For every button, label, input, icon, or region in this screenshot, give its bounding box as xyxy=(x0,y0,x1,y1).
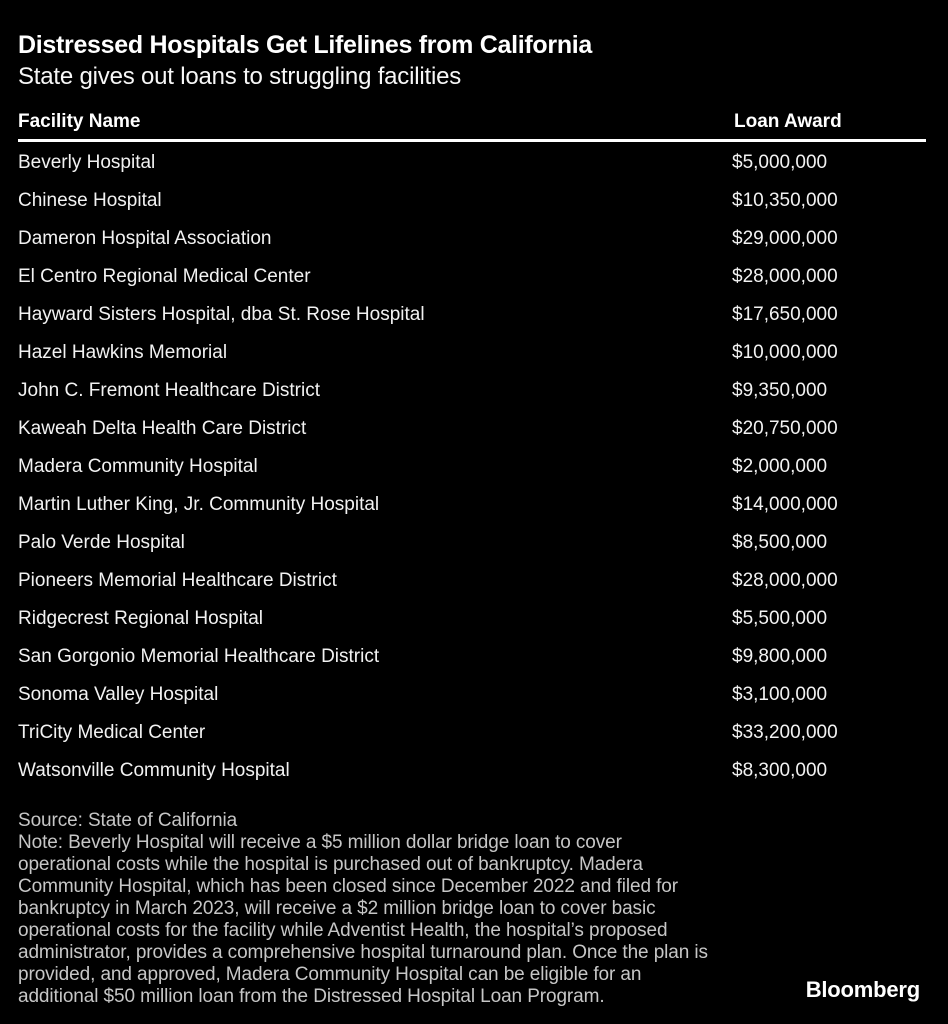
facility-name-cell: Chinese Hospital xyxy=(18,190,162,211)
table-row xyxy=(18,258,930,296)
footer xyxy=(18,810,930,1008)
loan-award-cell: $5,500,000 xyxy=(732,608,828,629)
facility-name-cell: Beverly Hospital xyxy=(18,152,156,173)
loan-award-cell: $5,000,000 xyxy=(732,152,828,173)
loan-award-cell: $29,000,000 xyxy=(732,228,838,249)
loan-award-cell: $2,000,000 xyxy=(732,456,828,477)
facility-name-cell: Martin Luther King, Jr. Community Hospital xyxy=(18,494,380,515)
note-line: provided, and approved, Madera Community Hospital can be eligible for an xyxy=(18,964,642,985)
table-row xyxy=(18,372,930,410)
facility-name-cell: San Gorgonio Memorial Healthcare District xyxy=(18,646,380,667)
facility-name-cell: Kaweah Delta Health Care District xyxy=(18,418,307,439)
page-subtitle: State gives out loans to struggling facilities xyxy=(18,63,462,90)
facility-name-cell: Madera Community Hospital xyxy=(18,456,258,477)
loan-award-cell: $8,300,000 xyxy=(732,760,828,781)
loan-award-cell: $14,000,000 xyxy=(732,494,838,515)
table-row xyxy=(18,752,930,790)
facility-name-cell: Sonoma Valley Hospital xyxy=(18,684,219,705)
note-text xyxy=(18,832,930,1008)
loan-award-cell: $3,100,000 xyxy=(732,684,828,705)
loan-award-cell: $10,000,000 xyxy=(732,342,838,363)
facility-name-cell: Hayward Sisters Hospital, dba St. Rose Hospital xyxy=(18,304,425,325)
note-line: operational costs while the hospital is purchased out of bankruptcy. Madera xyxy=(18,854,643,875)
loan-award-cell: $28,000,000 xyxy=(732,570,838,591)
facility-name-cell: Pioneers Memorial Healthcare District xyxy=(18,570,337,591)
table-row xyxy=(18,448,930,486)
facility-name-cell: Dameron Hospital Association xyxy=(18,228,272,249)
note-line: administrator, provides a comprehensive hospital turnaround plan. Once the plan is xyxy=(18,942,708,963)
facility-name-cell: El Centro Regional Medical Center xyxy=(18,266,311,287)
bloomberg-logo: Bloomberg xyxy=(805,977,920,1002)
loan-award-cell: $9,800,000 xyxy=(732,646,828,667)
table-row xyxy=(18,334,930,372)
column-header-row xyxy=(18,110,930,134)
facility-name-cell: Ridgecrest Regional Hospital xyxy=(18,608,264,629)
table-row xyxy=(18,296,930,334)
note-line: Community Hospital, which has been closed since December 2022 and filed for xyxy=(18,876,678,897)
table-row xyxy=(18,524,930,562)
column-header-loan: Loan Award xyxy=(734,111,842,132)
column-header-facility: Facility Name xyxy=(18,111,141,132)
loan-award-cell: $8,500,000 xyxy=(732,532,828,553)
source-line: Source: State of California xyxy=(18,810,238,831)
facility-name-cell: Hazel Hawkins Memorial xyxy=(18,342,228,363)
table-row xyxy=(18,182,930,220)
facility-name-cell: TriCity Medical Center xyxy=(18,722,206,743)
facility-name-cell: John C. Fremont Healthcare District xyxy=(18,380,320,401)
facility-name-cell: Watsonville Community Hospital xyxy=(18,760,290,781)
note-line: bankruptcy in March 2023, will receive a $2 million bridge loan to cover basic xyxy=(18,898,656,919)
loan-award-cell: $28,000,000 xyxy=(732,266,838,287)
header-rule xyxy=(18,139,926,142)
table-row xyxy=(18,410,930,448)
table-row xyxy=(18,714,930,752)
table-row xyxy=(18,486,930,524)
note-line: Note: Beverly Hospital will receive a $5 million dollar bridge loan to cover xyxy=(18,832,622,853)
loan-award-cell: $17,650,000 xyxy=(732,304,838,325)
table-row xyxy=(18,562,930,600)
loan-award-cell: $9,350,000 xyxy=(732,380,828,401)
page-title: Distressed Hospitals Get Lifelines from California xyxy=(18,31,593,59)
loans-table xyxy=(18,144,930,790)
loan-award-cell: $33,200,000 xyxy=(732,722,838,743)
table-row xyxy=(18,676,930,714)
facility-name-cell: Palo Verde Hospital xyxy=(18,532,185,553)
table-row xyxy=(18,220,930,258)
note-line: operational costs for the facility while Adventist Health, the hospital’s proposed xyxy=(18,920,668,941)
loan-award-cell: $10,350,000 xyxy=(732,190,838,211)
note-line: additional $50 million loan from the Distressed Hospital Loan Program. xyxy=(18,986,605,1007)
table-row xyxy=(18,638,930,676)
loan-award-cell: $20,750,000 xyxy=(732,418,838,439)
table-row xyxy=(18,144,930,182)
table-row xyxy=(18,600,930,638)
